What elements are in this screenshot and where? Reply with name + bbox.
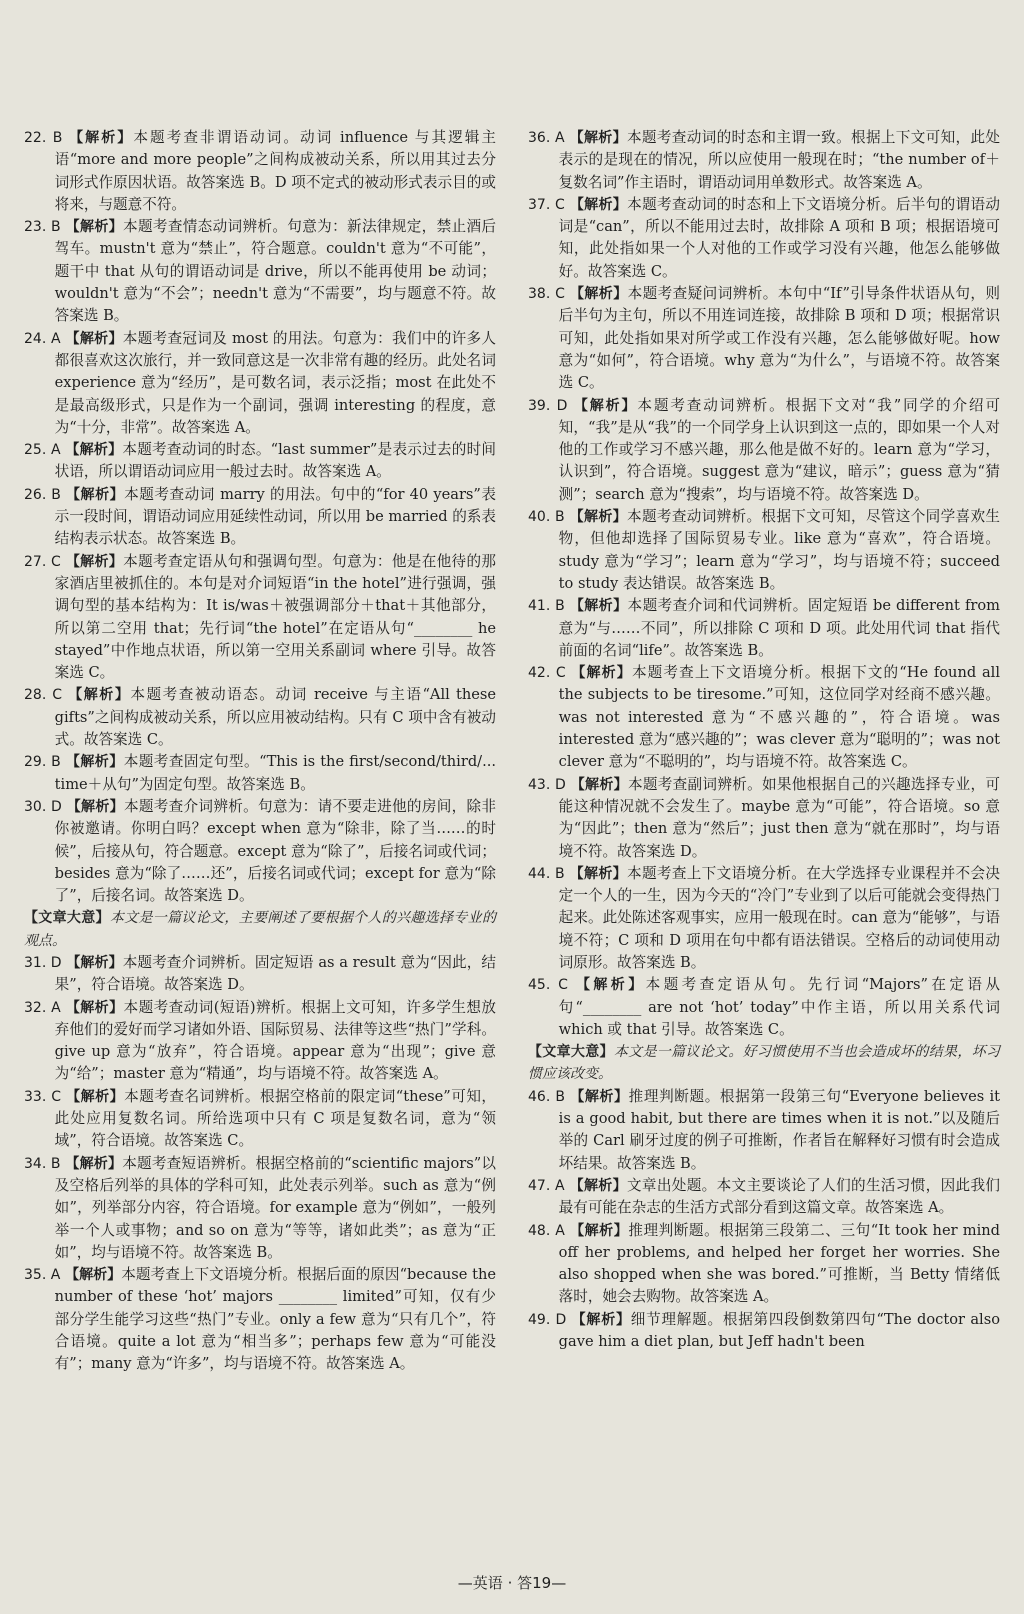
answer-entry (24, 952, 496, 997)
analysis-text: 本题考查固定句型。“This is the first/second/third/... time＋从句”为固定句型。故答案选 B。 (54, 753, 496, 793)
summary-text: 本文是一篇议论文。好习惯使用不当也会造成坏的结果，坏习惯应该改变。 (528, 1044, 1000, 1083)
analysis-text: 本题考查疑问词辨析。本句中“If”引导条件状语从句，则后半句为主句，所以不用连词连接，故排除 B 项和 D 项；根据常识可知，此处指如果对所学或工作没有兴趣，怎么能够做好呢。how 意为“如何”，符合语境。why 意为“为什么”，与语境不符。故答案选 C。 (558, 285, 1001, 392)
analysis-text: 推理判断题。根据第三段第二、三句“It took her mind off her problems, and helped her forget her worries. She also shopped when she was bored.”可推断，当 Betty 情绪低落时，她会去购物。故答案选 A。 (558, 1221, 1000, 1306)
question-number: 26. B (24, 486, 61, 503)
answer-entry (24, 127, 496, 216)
summary-label: 【文章大意】 (24, 910, 110, 927)
answer-entry (24, 484, 496, 551)
analysis-tag: 【解析】 (569, 598, 628, 615)
analysis-text: 本题考查动词 marry 的用法。句中的“for 40 years”表示一段时间，谓语动词应用延续性动词，所以用 be married 的系表结构表示状态。故答案选 B。 (54, 485, 497, 548)
analysis-tag: 【解析】 (66, 1088, 125, 1105)
analysis-text: 文章出处题。本文主要谈论了人们的生活习惯，因此我们最有可能在杂志的生活方式部分看到这篇文章。故答案选 A。 (558, 1176, 1001, 1217)
answer-entry (24, 216, 496, 327)
analysis-tag: 【解析】 (65, 219, 124, 236)
analysis-text: 推理判断题。根据第一段第三句“Everyone believes it is a good habit, but there are times when it is not.”以及随后举的 Carl 刷牙过度的例子可推断，作者旨在解释好习惯有时会造成坏结果。故答案选 B。 (558, 1087, 1001, 1172)
analysis-text: 本题考查副词辨析。如果他根据自己的兴趣选择专业，可能这种情况就不会发生了。maybe 意为“可能”，符合语境。so 意为“因此”；then 意为“然后”；just then 意为“就在那时”，均与语境不符。故答案选 D。 (558, 775, 1000, 860)
question-number: 47. A (528, 1177, 565, 1194)
question-number: 48. A (528, 1222, 565, 1239)
answer-entry (528, 974, 1000, 1041)
analysis-tag: 【解析】 (66, 486, 125, 503)
analysis-tag: 【解析】 (569, 509, 628, 526)
answer-entry (24, 439, 496, 484)
question-number: 46. B (528, 1088, 565, 1105)
answer-entry (528, 1220, 1000, 1309)
answer-entry (24, 328, 496, 439)
analysis-text: 本题考查情态动词辨析。句意为：新法律规定，禁止酒后驾车。mustn't 意为“禁止”，符合题意。couldn't 意为“不可能”，题干中 that 从句的谓语动词是 drive，所以不能再使用 be 动词；wouldn't 意为“不会”；needn't 意为“不需要”，均与题意不符。故答案选 B。 (54, 218, 496, 325)
analysis-tag: 【解析】 (573, 397, 638, 414)
question-number: 28. C (24, 687, 63, 704)
answer-entry (24, 684, 496, 751)
question-number: 44. B (528, 865, 565, 882)
question-number: 27. C (24, 553, 61, 570)
analysis-text: 细节理解题。根据第四段倒数第四句“The doctor also gave him a diet plan, but Jeff hadn't been (558, 1310, 1000, 1351)
analysis-text: 本题考查名词辨析。根据空格前的限定词“these”可知，此处应用复数名词。所给选项中只有 C 项是复数名词，意为“领域”，符合语境。故答案选 C。 (54, 1087, 497, 1150)
answer-entry (528, 1175, 1000, 1220)
answer-entry (24, 1086, 496, 1153)
question-number: 42. C (528, 665, 566, 682)
analysis-tag: 【解析】 (69, 130, 134, 146)
question-number: 49. D (528, 1311, 567, 1328)
article-summary (24, 907, 496, 952)
analysis-tag: 【解析】 (65, 1267, 122, 1284)
analysis-text: 本题考查动词的时态和主谓一致。根据上下文可知，此处表示的是现在的情况，所以应使用一般现在时；“the number of＋复数名词”作主语时，谓语动词用单数形式。故答案选 A。 (558, 129, 1001, 191)
analysis-tag: 【解析】 (65, 330, 123, 347)
analysis-tag: 【解析】 (570, 1088, 629, 1105)
question-number: 22. B (24, 130, 63, 146)
answer-entry (528, 506, 1000, 595)
question-number: 40. B (528, 509, 565, 526)
question-number: 38. C (528, 286, 565, 303)
answer-entry (528, 863, 1000, 974)
analysis-tag: 【解析】 (575, 977, 646, 994)
analysis-text: 本题考查定语从句和强调句型。句意为：他是在他待的那家酒店里被抓住的。本句是对介词短语“in the hotel”进行强调，强调句型的基本结构为：It is/was＋被强调部分＋that＋其他部分，所以第二空用 that；先行词“the hotel”在定语从句“________ he stayed”中作地点状语，所以第一空用关系副词 where 引导。故答案选 C。 (54, 552, 497, 682)
analysis-tag: 【解析】 (68, 687, 131, 704)
answer-entry (528, 283, 1000, 394)
analysis-text: 本题考查动词辨析。根据下文可知，尽管这个同学喜欢生物，但他却选择了国际贸易专业。like 意为“喜欢”，符合语境。study 意为“学习”；learn 意为“学习”，均与语境不符；succeed to study 表达错误。故答案选 B。 (558, 508, 1000, 592)
analysis-text: 本题考查冠词及 most 的用法。句意为：我们中的许多人都很喜欢这次旅行，并一致同意这是一次非常有趣的经历。此处名词 experience 意为“经历”，是可数名词，表示泛指；most 在此处不是最高级形式，只是作为一个副词，强调 interesting 的程度，意为“十分，非常”。故答案选 A。 (54, 329, 497, 436)
question-number: 34. B (24, 1155, 61, 1172)
question-number: 33. C (24, 1088, 61, 1105)
analysis-tag: 【解析】 (569, 1177, 627, 1194)
answer-entry (24, 751, 496, 796)
answer-entry (528, 774, 1000, 863)
analysis-text: 本题考查被动语态。动词 receive 与主语“All these gifts”之间构成被动关系，所以应用被动结构。只有 C 项中含有被动式。故答案选 C。 (54, 686, 497, 749)
question-number: 24. A (24, 330, 61, 347)
question-number: 36. A (528, 130, 565, 146)
answer-entry (24, 997, 496, 1086)
analysis-tag: 【解析】 (570, 1222, 629, 1239)
analysis-tag: 【解析】 (569, 865, 628, 882)
summary-text: 本文是一篇议论文，主要阐述了要根据个人的兴趣选择专业的观点。 (24, 910, 496, 949)
question-number: 25. A (24, 442, 61, 459)
analysis-text: 本题考查短语辨析。根据空格前的“scientific majors”以及空格后列举的具体的学科可知，此处表示列举。such as 意为“例如”，列举部分内容，符合语境。for example 意为“例如”，一般列举一个人或事物；and so on 意为“等等，诸如此类”；as 意为“正如”，均与语境不符。故答案选 B。 (54, 1154, 496, 1261)
answer-entry (528, 1309, 1000, 1354)
analysis-tag: 【解析】 (569, 130, 627, 146)
analysis-tag: 【解析】 (569, 196, 628, 213)
analysis-text: 本题考查定语从句。先行词“Majors”在定语从句“________ are not ‘hot’ today”中作主语，所以用关系代词 which 或 that 引导。故答案选 C。 (558, 976, 1001, 1038)
article-summary (528, 1041, 1000, 1086)
analysis-text: 本题考查动词的时态。“last summer”是表示过去的时间状语，所以谓语动词应用一般过去时。故答案选 A。 (54, 441, 497, 481)
left-column (24, 127, 496, 1376)
analysis-text: 本题考查动词(短语)辨析。根据上文可知，许多学生想放弃他们的爱好而学习诸如外语、国际贸易、法律等这些“热门”学科。give up 意为“放弃”，符合语境。appear 意为“出现”；give 意为“给”；master 意为“精通”，均与语境不符。故答案选 A。 (54, 998, 497, 1083)
answer-entry (528, 662, 1000, 773)
analysis-tag: 【解析】 (65, 1155, 123, 1172)
analysis-text: 本题考查非谓语动词。动词 influence 与其逻辑主语“more and more people”之间构成被动关系，所以用其过去分词形式作原因状语。故答案选 B。D 项不定式的被动形式表示目的或将来，与题意不符。 (54, 129, 497, 213)
summary-label: 【文章大意】 (528, 1044, 614, 1061)
analysis-text: 本题考查上下文语境分析。根据后面的原因“because the number of these ‘hot’ majors ________ limited”可知，仅有少部分学生能学习这些“热门”专业。only a few 意为“只有几个”，符合语境。quite a lot 意为“相当多”；perhaps few 意为“可能没有”；many 意为“许多”，均与语境不符。故答案选 A。 (54, 1266, 497, 1373)
analysis-text: 本题考查上下文语境分析。在大学选择专业课程并不会决定一个人的一生，因为今天的“冷门”专业到了以后可能就会变得热门起来。此处陈述客观事实，应用一般现在时。can 意为“能够”，与语境不符；C 项和 D 项用在句中都有语法错误。空格后的动词使用动词原形。故答案选 B。 (558, 864, 1000, 971)
analysis-tag: 【解析】 (65, 754, 124, 771)
answer-entry (528, 127, 1000, 194)
analysis-tag: 【解析】 (570, 776, 628, 793)
answer-entry (24, 796, 496, 907)
question-number: 31. D (24, 954, 62, 971)
question-number: 37. C (528, 196, 565, 213)
question-number: 43. D (528, 776, 566, 793)
answer-entry (528, 395, 1000, 506)
analysis-tag: 【解析】 (65, 553, 124, 570)
analysis-tag: 【解析】 (569, 286, 628, 303)
question-number: 45. C (528, 977, 568, 994)
analysis-text: 本题考查动词辨析。根据下文对“我”同学的介绍可知，“我”是从“我”的一个同学身上认识到这一点的，即如果一个人对他的工作或学习不感兴趣，那么他是做不好的。learn 意为“学习，认识到”，符合语境。suggest 意为“建议，暗示”；guess 意为“猜测”；search 意为“搜索”，均与语境不符。故答案选 D。 (558, 396, 1000, 503)
analysis-text: 本题考查上下文语境分析。根据下文的“He found all the subjects to be tiresome.”可知，这位同学对经商不感兴趣。was not interested 意为“不感兴趣的”，符合语境。was interested 意为“感兴趣的”；was clever 意为“聪明的”；was not clever 意为“不聪明的”，均与语境不符。故答案选 C。 (558, 664, 1001, 771)
question-number: 29. B (24, 754, 61, 771)
analysis-tag: 【解析】 (66, 798, 124, 815)
page-footer: —英语 · 答19— (457, 1574, 567, 1592)
answer-entry (528, 1086, 1000, 1175)
analysis-text: 本题考查介词辨析。固定短语 as a result 意为“因此，结果”，符合语境。故答案选 D。 (54, 953, 497, 994)
analysis-text: 本题考查动词的时态和上下文语境分析。后半句的谓语动词是“can”，所以不能用过去时，故排除 A 项和 B 项；根据语境可知，此处指如果一个人对他的工作或学习没有兴趣，他怎么能够做好。故答案选 C。 (558, 195, 1001, 280)
analysis-tag: 【解析】 (571, 1311, 631, 1328)
right-column (528, 127, 1000, 1353)
question-number: 30. D (24, 798, 62, 815)
question-number: 39. D (528, 397, 568, 414)
answer-entry (528, 194, 1000, 283)
answer-entry (24, 1153, 496, 1264)
analysis-tag: 【解析】 (66, 954, 123, 971)
analysis-text: 本题考查介词和代词辨析。固定短语 be different from 意为“与……不同”，所以排除 C 项和 D 项。此处用代词 that 指代前面的名词“life”。故答案选 B。 (558, 597, 1000, 659)
analysis-text: 本题考查介词辨析。句意为：请不要走进他的房间，除非你被邀请。你明白吗？except when 意为“除非，除了当……的时候”，后接从句，符合题意。except 意为“除了”，后接名词或代词；besides 意为“除了……还”，后接名词或代词；except for 意为“除了”，后接名词。故答案选 D。 (54, 797, 496, 905)
answer-entry (24, 551, 496, 685)
question-number: 35. A (24, 1267, 61, 1284)
analysis-tag: 【解析】 (65, 442, 123, 459)
answer-entry (528, 595, 1000, 662)
question-number: 23. B (24, 219, 61, 236)
answer-entry (24, 1264, 496, 1375)
question-number: 32. A (24, 999, 61, 1016)
question-number: 41. B (528, 598, 565, 615)
analysis-tag: 【解析】 (571, 665, 632, 682)
analysis-tag: 【解析】 (65, 999, 124, 1016)
